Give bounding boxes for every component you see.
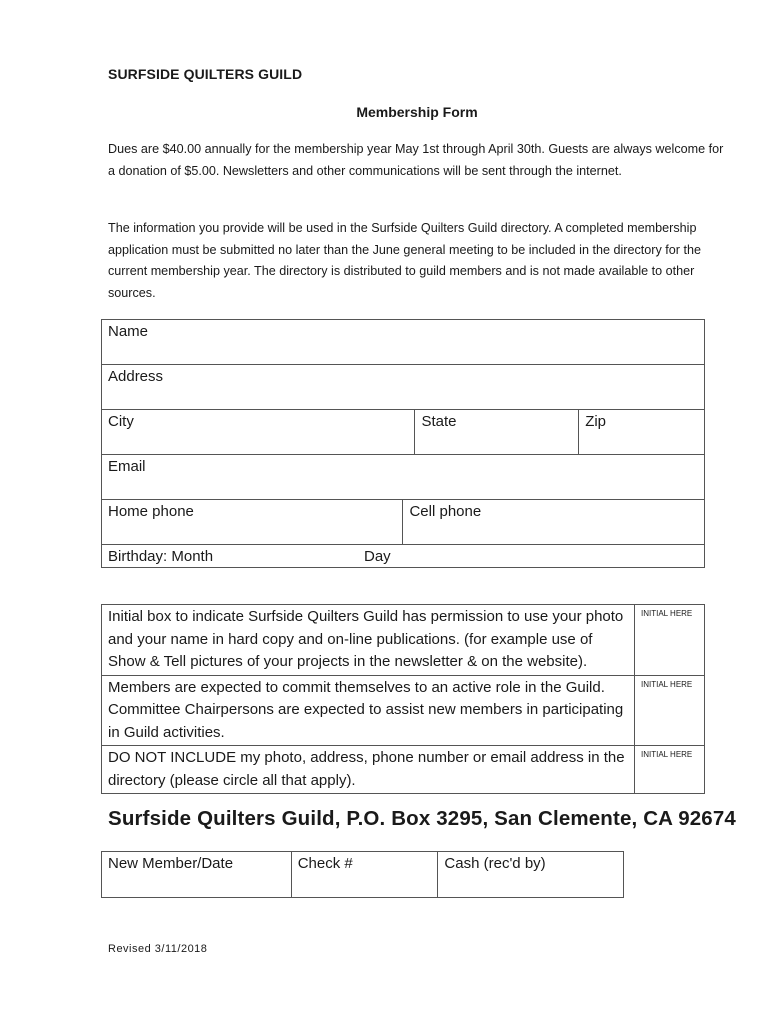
permission-text: Members are expected to commit themselves to an active role in the Guild. Committee Chairpersons are expected to assist new members in participating in Guild activities. [102,675,635,746]
revised-date: Revised 3/11/2018 [108,943,208,955]
cash-field[interactable] [438,852,624,898]
zip-label: Zip [585,413,607,430]
permission-text: DO NOT INCLUDE my photo, address, phone number or email address in the directory (please circle all that apply). [102,746,635,794]
city-label: City [108,413,134,430]
cash-label: Cash (rec'd by) [444,855,546,872]
home-phone-field[interactable] [102,500,403,545]
new-member-date-label: New Member/Date [108,855,234,872]
name-field[interactable] [102,320,705,365]
check-number-label: Check # [297,855,353,872]
dues-paragraph: Dues are $40.00 annually for the membership year May 1st through April 30th. Guests are always welcome for a donation of $5.00. Newsletters and other communications will be sent through the internet. [108,142,724,178]
birthday-month-label: Birthday: Month [108,548,214,565]
initial-here-label: INITIAL HERE [641,750,693,759]
directory-paragraph: The information you provide will be used in the Surfside Quilters Guild directory. A completed membership application must be submitted no later than the June general meeting to be included in the directory for the current membership year. The directory is distributed to guild members and is not made available to other sources. [108,221,701,300]
birthday-day-label: Day [364,548,391,565]
email-label: Email [108,458,146,475]
name-label: Name [108,323,149,340]
initial-here-label: INITIAL HERE [641,679,693,689]
email-field[interactable] [102,455,705,500]
initial-box[interactable] [635,746,705,794]
form-title: Membership Form [356,104,478,120]
check-number-field[interactable] [291,852,438,898]
birthday-field[interactable] [102,545,705,568]
permission-text: Initial box to indicate Surfside Quilters Guild has permission to use your photo and your name in hard copy and on-line publications. (for example use of Show & Tell pictures of your projects in the newsletter & on the website). [102,605,635,676]
initial-here-label: INITIAL HERE [641,609,693,618]
cell-phone-field[interactable] [403,500,705,545]
address-label: Address [108,368,164,385]
permissions-table [101,604,705,794]
cell-phone-label: Cell phone [409,503,482,520]
state-field[interactable] [415,410,579,455]
office-use-table [101,851,624,898]
member-info-table [101,319,705,568]
address-field[interactable] [102,365,705,410]
mailing-address: Surfside Quilters Guild, P.O. Box 3295, San Clemente, CA 92674 [108,807,736,830]
city-field[interactable] [102,410,415,455]
home-phone-label: Home phone [108,503,194,520]
initial-box[interactable] [635,605,705,676]
guild-name: SURFSIDE QUILTERS GUILD [108,66,303,82]
initial-box[interactable] [635,675,705,746]
new-member-date-field[interactable] [102,852,292,898]
zip-field[interactable] [579,410,705,455]
state-label: State [421,413,457,430]
